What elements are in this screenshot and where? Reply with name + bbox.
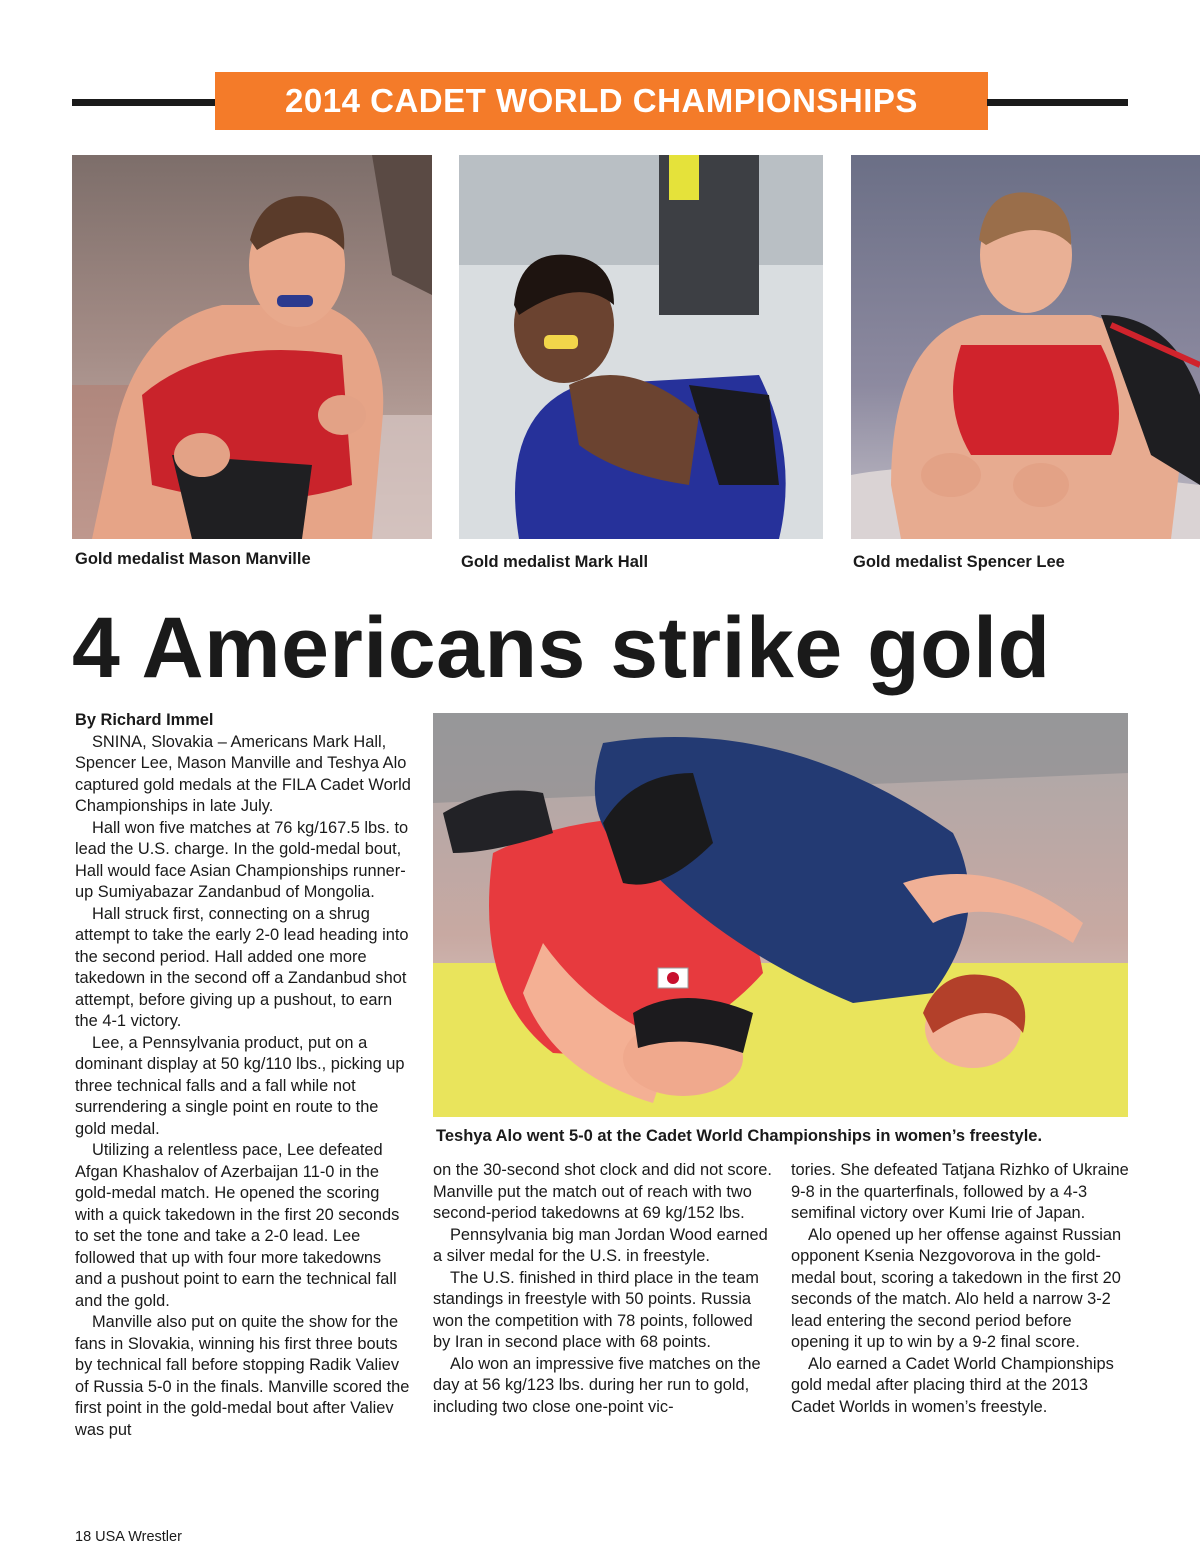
- article-paragraph: Hall struck first, connecting on a shrug attempt to take the early 2-0 lead heading into the second period. Hall added one more takedown in the second off a Zandanbud shot attempt, before giving up a pushout, to earn the 4-1 victory.: [75, 904, 409, 1030]
- section-title: 2014 CADET WORLD CHAMPIONSHIPS: [285, 82, 918, 119]
- photo-caption: Gold medalist Mason Manville: [75, 550, 311, 568]
- article-paragraph: Lee, a Pennsylvania product, put on a dominant display at 50 kg/110 lbs., picking up three technical falls and a fall while not surrendering a single point en route to the gold medal.: [75, 1033, 405, 1138]
- article-paragraph: SNINA, Slovakia – Americans Mark Hall, Spencer Lee, Mason Manville and Teshya Alo captured gold medals at the FILA Cadet World Championships in late July.: [75, 732, 411, 815]
- byline: By Richard Immel: [75, 711, 214, 729]
- header-rule-right: [987, 99, 1128, 106]
- photo-mark-hall: [459, 155, 823, 539]
- photo-teshya-alo: [433, 713, 1128, 1117]
- article-paragraph: tories. She defeated Tatjana Rizhko of Ukraine 9-8 in the quarterfinals, followed by a 4-3 semifinal victory over Kumi Irie of Japan.: [791, 1161, 1129, 1222]
- article-paragraph: Alo opened up her offense against Russian opponent Ksenia Nezgovorova in the gold-medal bout, scoring a takedown in the first 20 seconds of the match. Alo held a narrow 3-2 lead entering the second period before opening it up to win by a 9-2 final score.: [791, 1225, 1122, 1351]
- page-folio: 18 USA Wrestler: [75, 1529, 182, 1545]
- article-paragraph: Utilizing a relentless pace, Lee defeated Afgan Khashalov of Azerbaijan 11-0 in the gold-medal match. He opened the scoring with a quick takedown in the first 20 seconds to set the tone and take a 2-0 lead. Lee followed that up with four more takedowns and a pushout point to earn the technical fall and the gold.: [75, 1141, 400, 1310]
- article-paragraph: Pennsylvania big man Jordan Wood earned a silver medal for the U.S. in freestyle.: [433, 1225, 768, 1265]
- photo-mason-manville: [72, 155, 432, 539]
- article-paragraph: Alo earned a Cadet World Championships gold medal after placing third at the 2013 Cadet Worlds in women’s freestyle.: [791, 1354, 1114, 1416]
- article-column-2: [433, 1160, 773, 1418]
- article-column-3: [791, 1160, 1131, 1418]
- section-banner: [215, 72, 988, 130]
- article-paragraph: Manville also put on quite the show for the fans in Slovakia, winning his first three bouts by technical fall before stopping Radik Valiev of Russia 5-0 in the finals. Manville scored the first point in the gold-medal bout after Valiev was put: [75, 1313, 410, 1439]
- photo-spencer-lee: [851, 155, 1200, 539]
- header-rule-left: [72, 99, 215, 106]
- article-paragraph: on the 30-second shot clock and did not score. Manville put the match out of reach with two second-period takedowns at 69 kg/152 lbs.: [433, 1161, 772, 1222]
- article-paragraph: Hall won five matches at 76 kg/167.5 lbs. to lead the U.S. charge. In the gold-medal bout, Hall would face Asian Championships runner-up Sumiyabazar Zandanbud of Mongolia.: [75, 818, 409, 901]
- photo-caption: Gold medalist Spencer Lee: [853, 553, 1065, 571]
- article-headline: 4 Americans strike gold: [72, 600, 1051, 696]
- article-paragraph: The U.S. finished in third place in the team standings in freestyle with 50 points. Russia won the competition with 78 points, followed by Iran in second place with 68 points.: [433, 1268, 759, 1351]
- article-column-1: [75, 710, 413, 1441]
- photo-caption: Gold medalist Mark Hall: [461, 553, 649, 571]
- feature-photo-caption: Teshya Alo went 5-0 at the Cadet World Championships in women’s freestyle.: [436, 1127, 1043, 1145]
- article-paragraph: Alo won an impressive five matches on the day at 56 kg/123 lbs. during her run to gold, including two close one-point vic-: [433, 1354, 761, 1416]
